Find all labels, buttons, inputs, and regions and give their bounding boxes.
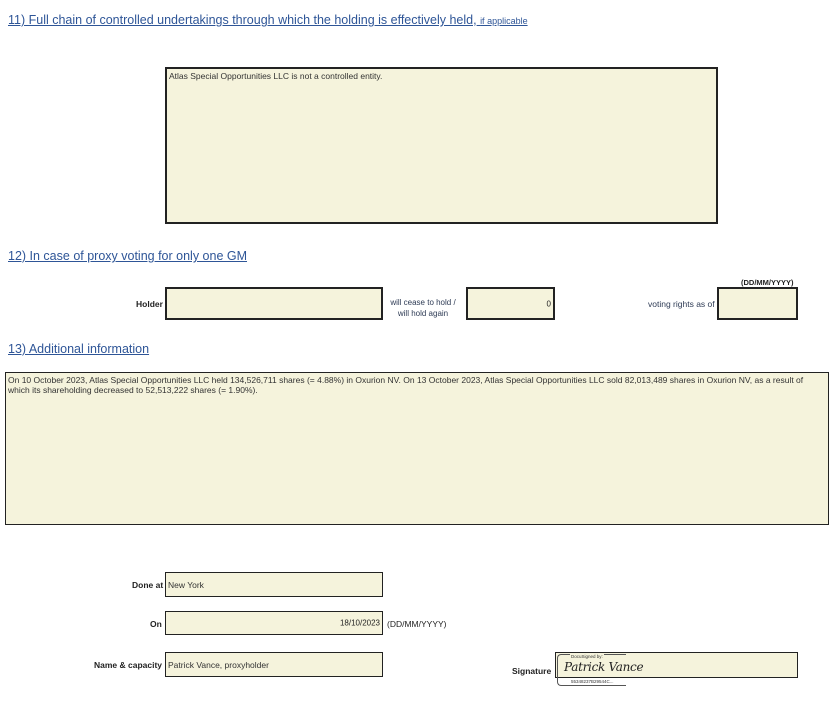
additional-info-field[interactable] — [5, 372, 829, 525]
additional-info-text: On 10 October 2023, Atlas Special Opportunities LLC held 134,526,711 shares (= 4.88%) in Oxurion NV. On 13 October 2023, Atlas Special Opportunities LLC sold 82,013,489 shares in Oxurion NV, as a result of which its shareholding decreased to 52,513,222 shares (= 1.90%). — [8, 375, 804, 395]
cease-hold-field[interactable] — [466, 287, 555, 320]
on-label: On — [150, 619, 162, 629]
section-11-suffix: if applicable — [480, 16, 528, 26]
section-12-heading — [8, 249, 247, 263]
signature-label: Signature — [512, 666, 552, 676]
section-13-title: 13) Additional information — [8, 342, 150, 356]
holder-field[interactable] — [165, 287, 383, 320]
on-date-format: (DD/MM/YYYY) — [387, 619, 447, 629]
cease-hold-value: 0 — [546, 299, 551, 308]
docusign-stamp — [557, 654, 644, 686]
done-at-value: New York — [168, 579, 204, 590]
section-13-heading — [8, 342, 149, 356]
holder-label: Holder — [136, 299, 163, 309]
cease-hold-label-line2: will hold again — [397, 309, 449, 318]
voting-rights-label: voting rights as of — [648, 299, 715, 309]
cease-hold-label — [384, 297, 462, 319]
on-date-field[interactable] — [165, 611, 383, 635]
section-12-title: 12) In case of proxy voting for only one GM — [8, 249, 248, 263]
date-format-label: (DD/MM/YYYY) — [741, 278, 794, 287]
on-date-value: 18/10/2023 — [339, 618, 380, 628]
cease-hold-label-line1: will cease to hold / — [390, 298, 456, 307]
controlled-chain-text: Atlas Special Opportunities LLC is not a controlled entity. — [169, 71, 383, 81]
docusign-envelope-id: 55348237B29544C... — [571, 679, 614, 684]
section-11-heading — [8, 13, 528, 27]
done-at-label: Done at — [132, 580, 164, 590]
signature-handwriting: Patrick Vance — [564, 660, 644, 674]
name-capacity-value: Patrick Vance, proxyholder — [168, 659, 269, 670]
docusign-header: DocuSigned by: — [571, 654, 603, 659]
signature-field[interactable] — [555, 652, 798, 684]
controlled-chain-field[interactable] — [165, 67, 718, 224]
voting-date-field[interactable] — [717, 287, 798, 320]
section-11-title: 11) Full chain of controlled undertakings through which the holding is effectively held, — [8, 13, 477, 27]
name-capacity-label: Name & capacity — [94, 660, 163, 670]
done-at-field[interactable] — [165, 572, 383, 597]
name-capacity-field[interactable] — [165, 652, 383, 677]
